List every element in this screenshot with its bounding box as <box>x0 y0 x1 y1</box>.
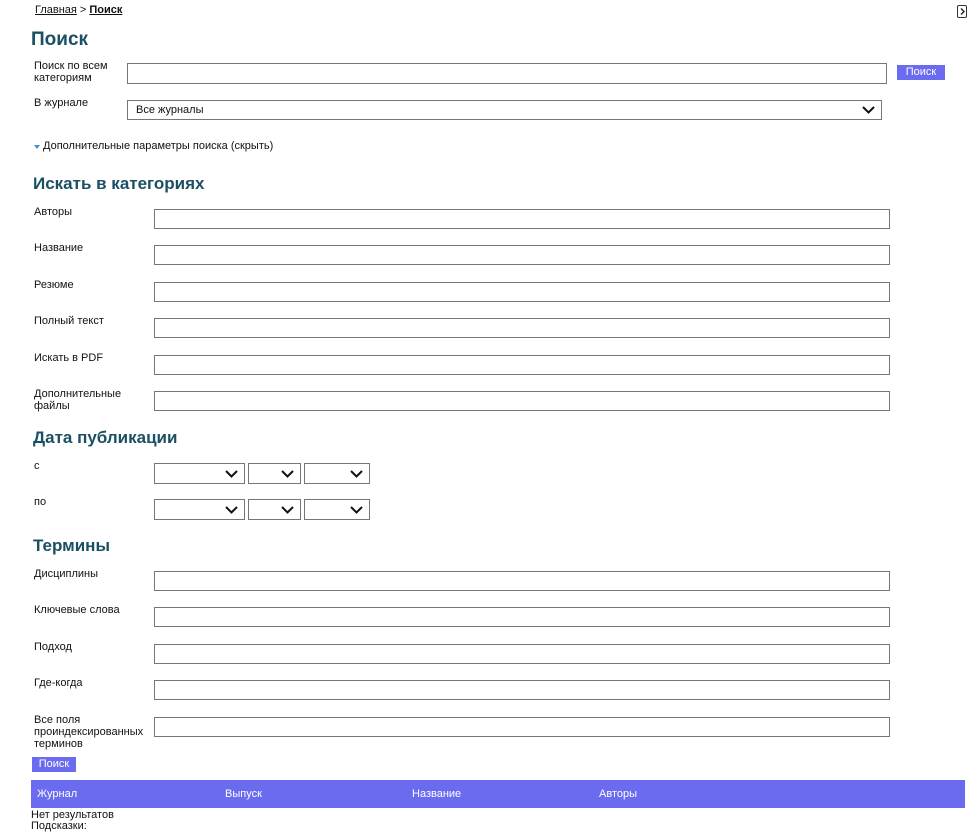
supplementary-files-input[interactable] <box>154 391 890 411</box>
disciplines-input[interactable] <box>154 571 890 591</box>
chevron-down-icon <box>225 470 238 478</box>
journal-select-value: Все журналы <box>136 104 204 116</box>
sidebar-toggle-button[interactable] <box>957 5 967 18</box>
chevron-right-icon <box>960 8 965 15</box>
date-from-day-select[interactable] <box>304 463 370 484</box>
indexed-terms-label: Все поля проиндексированных терминов <box>34 714 144 750</box>
full-text-input[interactable] <box>154 318 890 338</box>
chevron-down-icon <box>225 506 238 514</box>
full-text-label: Полный текст <box>34 315 104 327</box>
advanced-search-toggle[interactable] <box>34 140 273 153</box>
terms-search-button[interactable]: Поиск <box>32 757 76 772</box>
terms-section-title: Термины <box>33 536 110 555</box>
breadcrumb <box>35 4 122 17</box>
all-categories-search-input[interactable] <box>127 63 887 84</box>
chevron-down-icon <box>281 506 294 514</box>
date-from-year-select[interactable] <box>154 463 245 484</box>
abstract-input[interactable] <box>154 282 890 302</box>
results-column-issue[interactable]: Выпуск <box>225 788 262 800</box>
date-to-label: по <box>34 496 47 508</box>
breadcrumb-home-link[interactable]: Главная <box>35 4 77 16</box>
breadcrumb-separator: > <box>79 4 87 16</box>
triangle-down-icon <box>34 145 40 149</box>
date-from-label: с <box>34 460 40 472</box>
coverage-label: Где-когда <box>34 677 83 689</box>
date-to-year-select[interactable] <box>154 499 245 520</box>
indexed-terms-input[interactable] <box>154 717 890 737</box>
date-section-title: Дата публикации <box>33 428 178 447</box>
pdf-label: Искать в PDF <box>34 352 104 364</box>
chevron-down-icon <box>862 106 875 114</box>
results-table-header <box>31 780 965 808</box>
pdf-input[interactable] <box>154 355 890 375</box>
page-title: Поиск <box>31 29 89 50</box>
chevron-down-icon <box>350 470 363 478</box>
results-column-title[interactable]: Название <box>412 788 462 800</box>
supplementary-files-label: Дополнительные файлы <box>34 388 122 412</box>
journal-label: В журнале <box>34 97 89 109</box>
abstract-label: Резюме <box>34 279 74 291</box>
approach-input[interactable] <box>154 644 890 664</box>
results-column-authors[interactable]: Авторы <box>599 788 637 800</box>
breadcrumb-current-link[interactable]: Поиск <box>89 4 123 16</box>
advanced-search-toggle-label: Дополнительные параметры поиска (скрыть) <box>43 140 274 152</box>
keywords-label: Ключевые слова <box>34 604 120 616</box>
authors-input[interactable] <box>154 209 890 229</box>
results-column-journal[interactable]: Журнал <box>37 788 78 800</box>
all-categories-label: Поиск по всем категориям <box>34 60 108 84</box>
title-label: Название <box>34 242 84 254</box>
categories-section-title: Искать в категориях <box>33 174 205 193</box>
hints-label: Подсказки: <box>31 820 87 832</box>
approach-label: Подход <box>34 641 72 653</box>
search-button[interactable]: Поиск <box>897 65 945 80</box>
no-results-text: Нет результатов <box>31 809 114 821</box>
journal-select[interactable] <box>127 100 882 120</box>
disciplines-label: Дисциплины <box>34 568 99 580</box>
coverage-input[interactable] <box>154 680 890 700</box>
authors-label: Авторы <box>34 206 72 218</box>
date-to-month-select[interactable] <box>248 499 301 520</box>
chevron-down-icon <box>350 506 363 514</box>
date-from-month-select[interactable] <box>248 463 301 484</box>
chevron-down-icon <box>281 470 294 478</box>
title-input[interactable] <box>154 245 890 265</box>
keywords-input[interactable] <box>154 607 890 627</box>
date-to-day-select[interactable] <box>304 499 370 520</box>
